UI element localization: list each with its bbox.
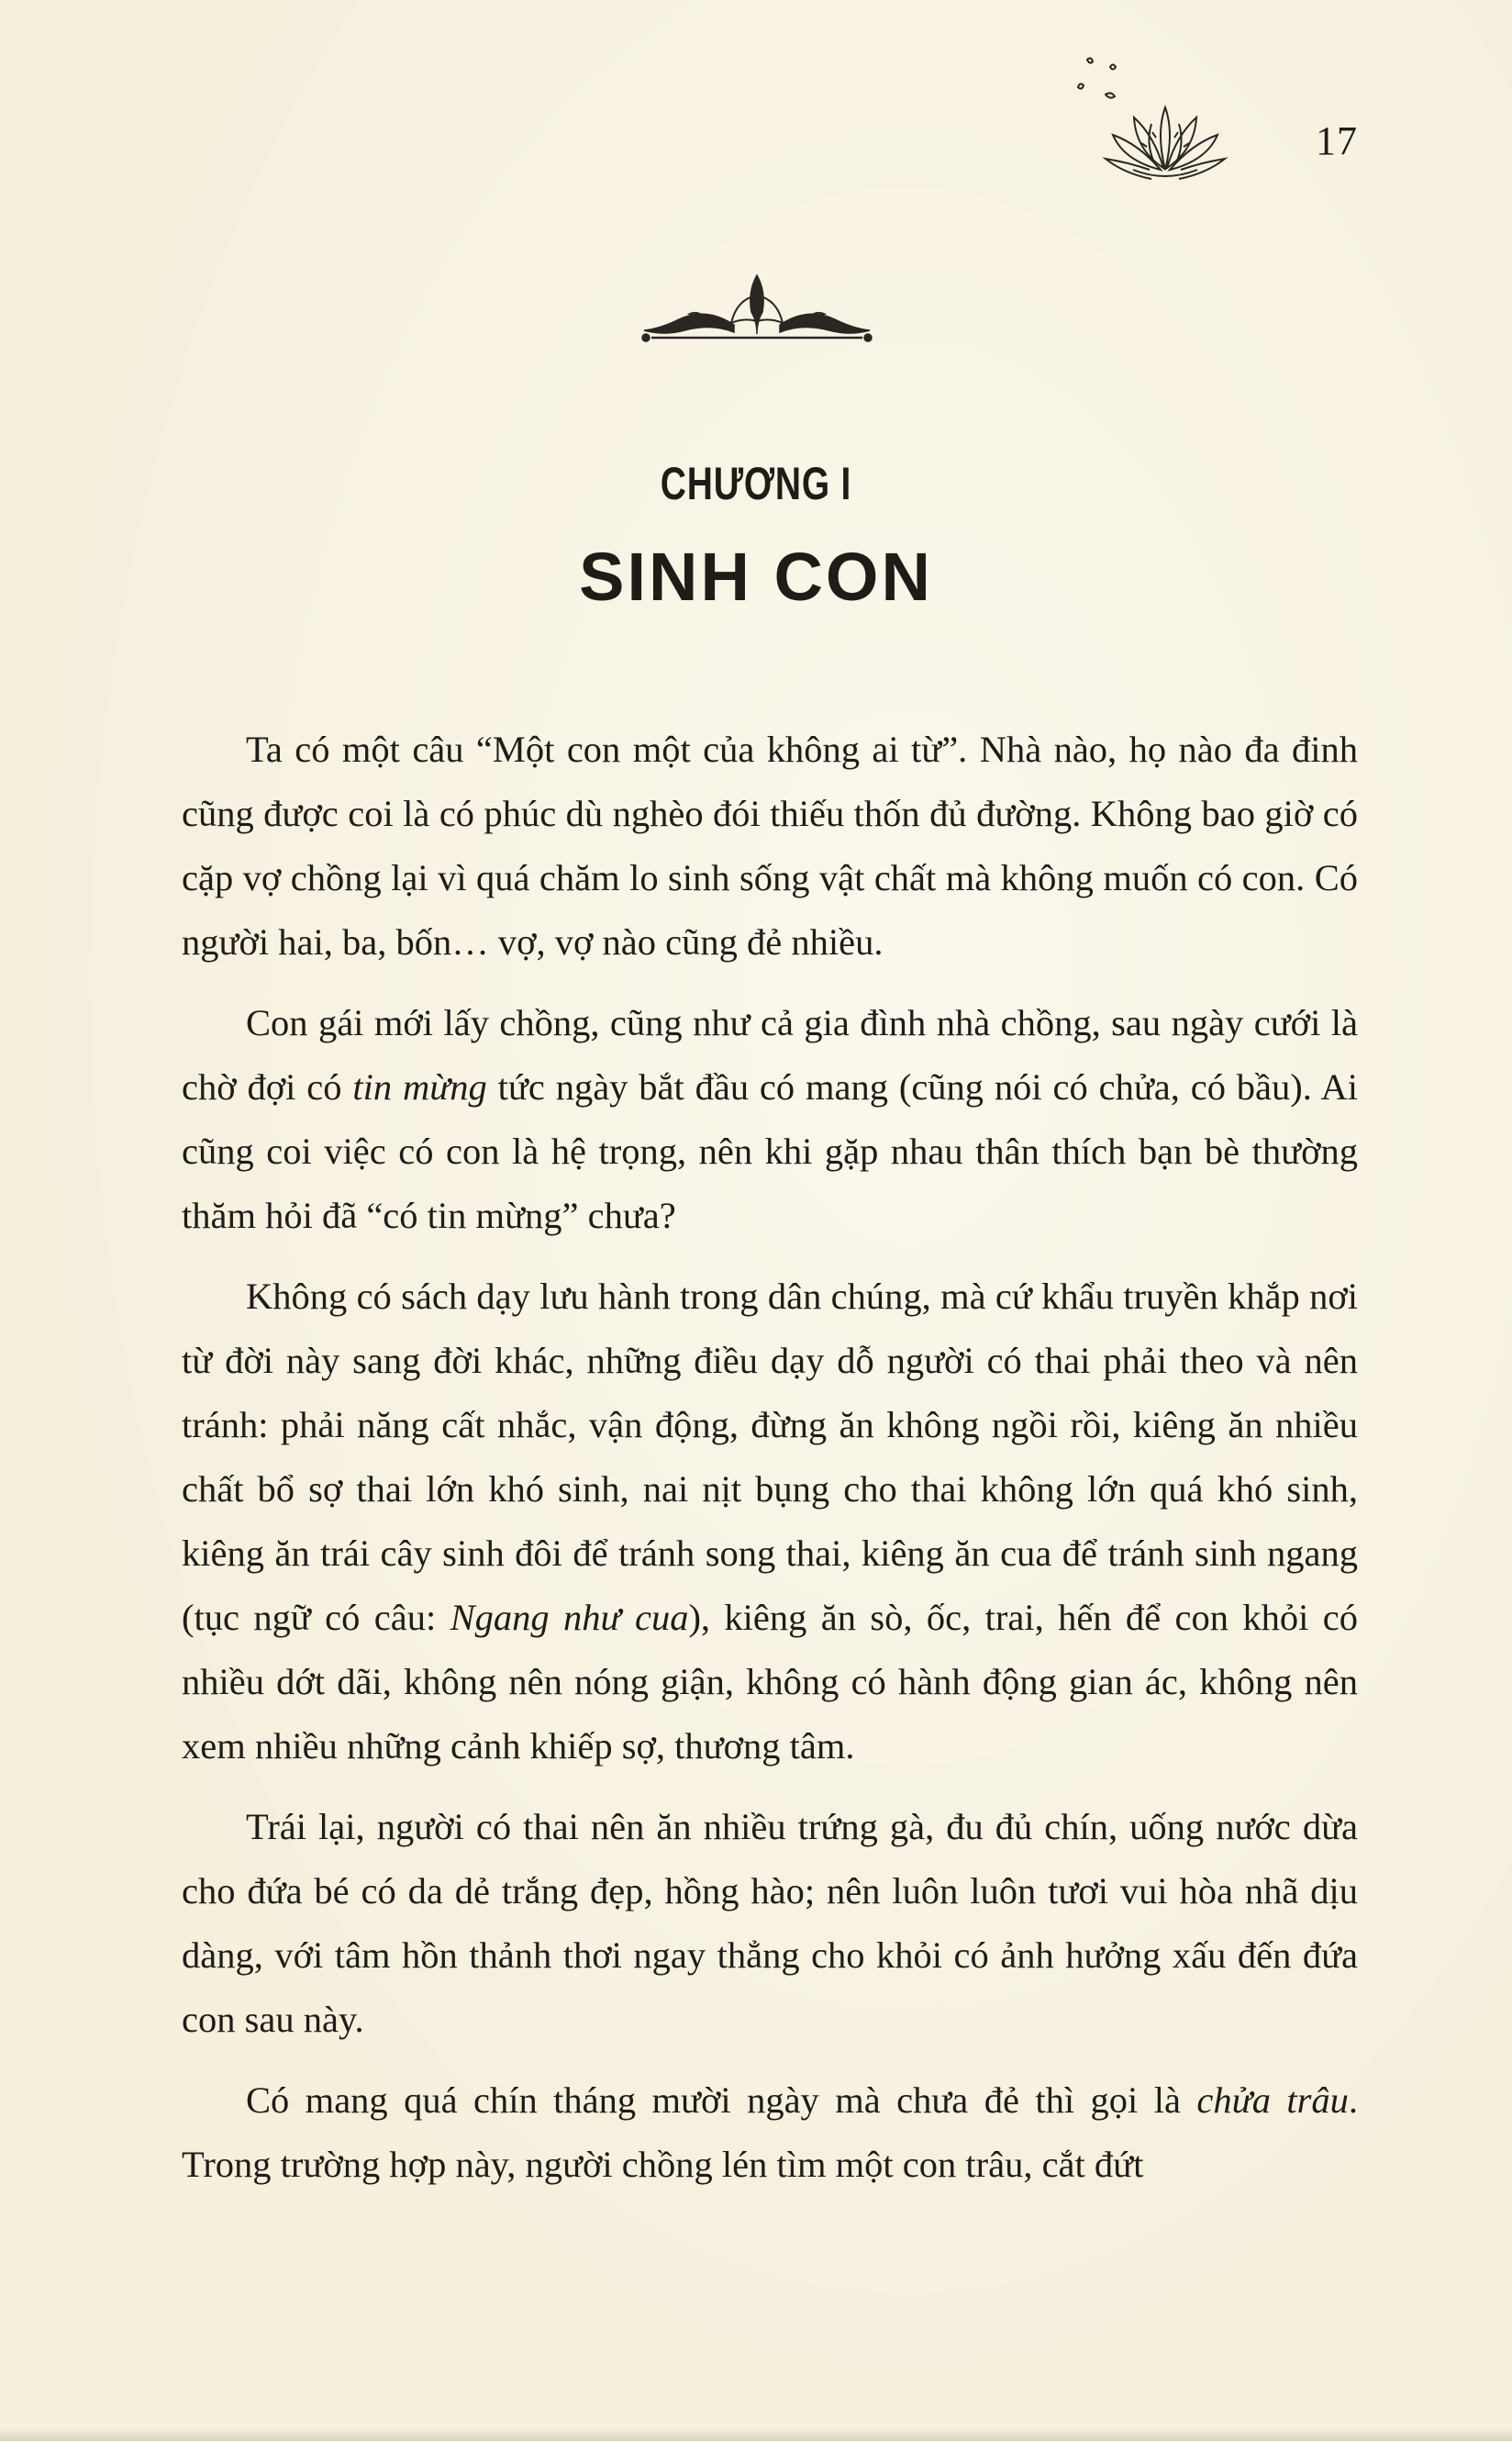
paragraph-text: ), kiêng ăn sò, ốc, trai, hến để con khỏi có nhiều dớt dãi, không nên nóng giận, không có hành động gian ác, không nên xem nhiều những cảnh khiếp sợ, thương tâm.	[182, 1597, 1358, 1767]
paragraph-text: Ta có một câu “Một con một của không ai từ”. Nhà nào, họ nào đa đinh cũng được coi là có phúc dù nghèo đói thiếu thốn đủ đường. Không bao giờ có cặp vợ chồng lại vì quá chăm lo sinh sống vật chất mà không muốn có con. Có người hai, ba, bốn… vợ, vợ nào cũng đẻ nhiều.	[182, 729, 1358, 963]
italic-term: chửa trâu	[1196, 2079, 1349, 2121]
paragraph-text: . Trong trường hợp này, người chồng lén tìm một con trâu, cắt đứt	[182, 2079, 1359, 2185]
paragraph-text: Trái lại, người có thai nên ăn nhiều trứng gà, đu đủ chín, uống nước dừa cho đứa bé có da dẻ trắng đẹp, hồng hào; nên luôn luôn tươi vui hòa nhã dịu dàng, với tâm hồn thảnh thơi ngay thẳng cho khỏi có ảnh hưởng xấu đến đứa con sau này.	[182, 1806, 1358, 2040]
chapter-body	[182, 718, 1358, 2213]
body-paragraph	[182, 1795, 1358, 2052]
italic-term: tin mừng	[352, 1066, 487, 1108]
paragraph-text: Con gái mới lấy chồng, cũng như cả gia đình nhà chồng, sau ngày cưới là chờ đợi có	[182, 1002, 1358, 1108]
body-paragraph	[182, 991, 1358, 1248]
chapter-title: SINH CON	[579, 539, 933, 615]
body-paragraph	[182, 718, 1358, 975]
body-paragraph	[182, 2068, 1358, 2197]
italic-term: Ngang như cua	[450, 1597, 689, 1638]
filigree-ornament-icon	[633, 268, 881, 351]
page-number: 17	[1316, 118, 1358, 163]
chapter-label: CHƯƠNG I	[660, 458, 852, 509]
page-edge-shadow	[0, 2428, 1512, 2441]
body-paragraph	[182, 1265, 1358, 1778]
lotus-flower-icon	[1069, 50, 1266, 197]
paragraph-text: tức ngày bắt đầu có mang (cũng nói có chửa, có bầu). Ai cũng coi việc có con là hệ trọng, nên khi gặp nhau thân thích bạn bè thường thăm hỏi đã “có tin mừng” chưa?	[182, 1066, 1359, 1236]
paragraph-text: Có mang quá chín tháng mười ngày mà chưa đẻ thì gọi là	[246, 2079, 1197, 2121]
paragraph-text: Không có sách dạy lưu hành trong dân chúng, mà cứ khẩu truyền khắp nơi từ đời này sang đời khác, những điều dạy dỗ người có thai phải theo và nên tránh: phải năng cất nhắc, vận động, đừng ăn không ngồi rồi, kiêng ăn nhiều chất bổ sợ thai lớn khó sinh, nai nịt bụng cho thai không lớn quá khó sinh, kiêng ăn trái cây sinh đôi để tránh song thai, kiêng ăn cua để tránh sinh ngang (tục ngữ có câu:	[182, 1276, 1358, 1638]
